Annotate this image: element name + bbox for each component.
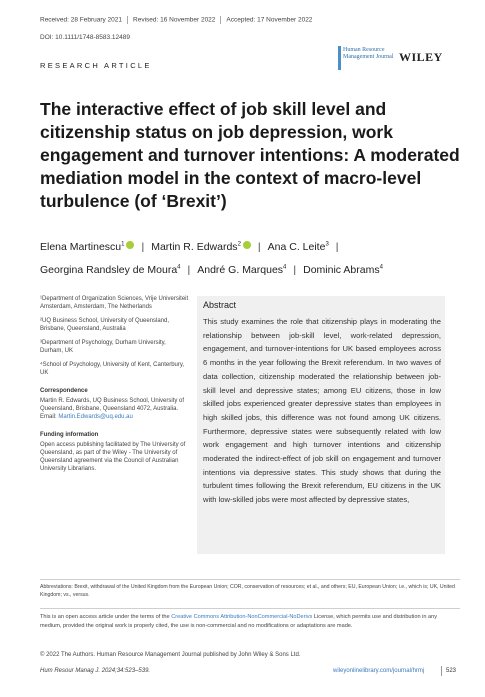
author-name: Martin R. Edwards bbox=[151, 240, 238, 253]
journal-logo-text bbox=[343, 47, 393, 61]
author-list bbox=[40, 234, 470, 281]
author-name: Georgina Randsley de Moura bbox=[40, 264, 178, 276]
correspondence-block bbox=[40, 387, 190, 421]
author-affiliation-number: 1 bbox=[121, 241, 125, 247]
date-divider bbox=[127, 16, 128, 24]
revised-date: Revised: 16 November 2022 bbox=[133, 16, 216, 24]
received-date: Received: 28 February 2021 bbox=[40, 16, 123, 24]
journal-logo-line2: Management Journal bbox=[343, 54, 394, 60]
funding-heading: Funding information bbox=[40, 432, 99, 438]
footer-divider bbox=[441, 666, 442, 676]
orcid-icon[interactable] bbox=[126, 241, 134, 249]
date-divider bbox=[220, 16, 221, 24]
license-link[interactable]: Creative Commons Attribution-NonCommercial-NoDerivs bbox=[171, 614, 313, 620]
affiliation: ¹Department of Organization Sciences, Vrije Universiteit Amsterdam, Amsterdam, The Netherlands bbox=[40, 296, 189, 310]
license-text: License, which permits use and distribution in any medium, provided the original work is properly cited, the use is non-commercial and no modifications or adaptations are made. bbox=[40, 614, 438, 629]
author-separator: | bbox=[335, 240, 339, 253]
abstract-box bbox=[197, 296, 445, 554]
abstract-text: This study examines the role that citizenship plays in moderating the relationship between job-skill level, work-related depression, engagement, and turnover-intentions for UK based employees across 6 months in the year following the Brexit referendum. In two waves of data collection, citizenship moderated the relationship between job-skill level and depressive states; among EU citizens, those in low skilled jobs experienced greater depressive states than employees in high skilled jobs, this difference was not found among UK citizens. Furthermore, depressive states were subsequently related with low work engagement and high turnover intentions and citizenship moderated the indirect-effect of job skill on engagement and turnover intentions via depressive states. This study shows that during the turbulent times following the Brexit referendum, EU citizens in the UK with low-skilled jobs were most affected by depressive states, bbox=[203, 317, 441, 505]
funding-text: Open access publishing facilitated by The University of Queensland, as part of the Wiley - The University of Queensland agreement via the Council of Australian University Librarians. bbox=[40, 442, 186, 472]
license-text: This is an open access article under the terms of the bbox=[40, 614, 172, 620]
journal-logo bbox=[338, 46, 394, 70]
orcid-icon[interactable] bbox=[243, 241, 251, 249]
author-affiliation-number: 4 bbox=[177, 264, 181, 271]
author[interactable] bbox=[268, 241, 329, 253]
author-separator: | bbox=[257, 240, 261, 253]
author[interactable] bbox=[303, 264, 383, 276]
publisher-logo: WILEY bbox=[399, 50, 443, 64]
author-separator: | bbox=[141, 240, 145, 253]
correspondence-text: Martin R. Edwards, UQ Business School, University of Queensland, Brisbane, Queensland 4072, Australia. bbox=[40, 398, 185, 412]
correspondence-heading: Correspondence bbox=[40, 388, 88, 394]
author[interactable] bbox=[151, 241, 251, 253]
funding-block bbox=[40, 431, 190, 473]
journal-logo-line1: Human Resource bbox=[343, 47, 385, 53]
author-separator: | bbox=[187, 264, 191, 276]
author-affiliation-number: 4 bbox=[283, 264, 287, 271]
accepted-date: Accepted: 17 November 2022 bbox=[226, 16, 313, 24]
journal-logo-bar bbox=[338, 46, 341, 70]
author[interactable] bbox=[40, 241, 134, 253]
affiliation: ⁴School of Psychology, University of Kent, Canterbury, UK bbox=[40, 362, 185, 376]
author-name: André G. Marques bbox=[197, 264, 284, 276]
author-affiliation-number: 3 bbox=[325, 241, 329, 247]
journal-url[interactable]: wileyonlinelibrary.com/journal/hrmj bbox=[333, 668, 425, 674]
author[interactable] bbox=[40, 264, 181, 276]
email-label: Email: bbox=[40, 414, 59, 420]
journal-citation: Hum Resour Manag J. 2024;34:523–539. bbox=[40, 668, 151, 674]
doi[interactable]: DOI: 10.1111/1748-8583.12489 bbox=[40, 34, 130, 41]
article-dates bbox=[40, 16, 312, 24]
divider bbox=[40, 608, 460, 609]
page-number: 523 bbox=[446, 668, 457, 674]
affiliation: ²UQ Business School, University of Queensland, Brisbane, Queensland, Australia bbox=[40, 318, 170, 332]
email-link[interactable]: Martin.Edwards@uq.edu.au bbox=[58, 414, 133, 420]
copyright: © 2022 The Authors. Human Resource Management Journal published by John Wiley & Sons Ltd. bbox=[40, 652, 301, 658]
abbreviations: Abbreviations: Brexit, withdrawal of the United Kingdom from the European Union; COR, conservation of resources; et al., and others; EU, European Union; i.e., which is; UK, United Kingdom; vs., versus. bbox=[40, 584, 455, 598]
author[interactable] bbox=[197, 264, 286, 276]
abstract-heading: Abstract bbox=[203, 300, 237, 310]
author-affiliation-number: 2 bbox=[237, 241, 241, 247]
author-name: Ana C. Leite bbox=[267, 240, 326, 253]
author-name: Elena Martinescu bbox=[40, 240, 122, 253]
divider bbox=[40, 579, 460, 580]
author-affiliation-number: 4 bbox=[379, 264, 383, 271]
section-label: RESEARCH ARTICLE bbox=[40, 61, 152, 70]
license-notice bbox=[40, 613, 460, 630]
author-separator: | bbox=[293, 264, 297, 276]
affiliation: ³Department of Psychology, Durham University, Durham, UK bbox=[40, 340, 166, 354]
article-title: The interactive effect of job skill level and citizenship status on job depression, work engagement and turnover intentions: A moderated mediation model in the context of macro-level turbulence (of ‘Brexit’) bbox=[40, 99, 460, 211]
article-info-column bbox=[40, 295, 190, 479]
author-name: Dominic Abrams bbox=[303, 264, 380, 276]
